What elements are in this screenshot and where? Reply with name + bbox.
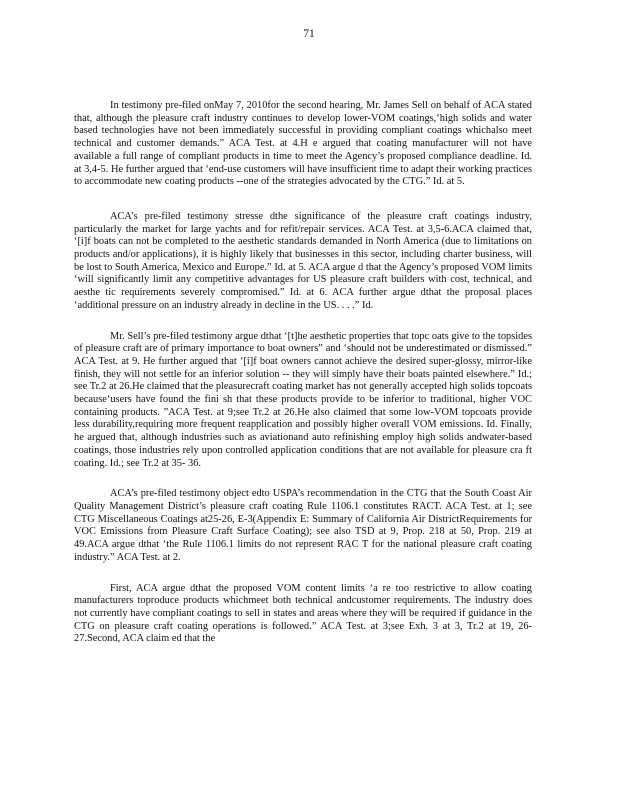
paragraph-topcoat-aesthetics: Mr. Sell’s pre-filed testimony argue dthat ‘[t]he aesthetic properties that topc oats give to the topsides of pleasure craft are of primary importance to boat owners” and ‘should not be underestimated or dismissed.” ACA Test. at 9. He further argued that ‘[i]f boat owners cannot achieve the desired super-glossy, mirror-like finish, they will not settle for an inferior solution -- they will simply have their boats painted elsewhere.” Id.; see Tr.2 at 26.He claimed that the pleasurecraft coating market has not generally accepted high solids topcoats because‘users have found the fini sh that these products provide to be inferior to traditional, higher VOC containing products. ”ACA Test. at 9;see Tr.2 at 26.He also claimed that some low-VOM topcoats provide less durability,requiring more frequent reapplication and possibly higher overall VOM emissions. Id. Finally, he argued that, although industries such as aviationand auto refinishing employ high solids andwater-based coatings, those industries rely upon controlled application conditions that are not available for pleasure cra ft coating. Id.; see Tr.2 at 35- 36. bbox=[74, 330, 532, 469]
page-number: 71 bbox=[303, 28, 315, 40]
document-body bbox=[74, 100, 532, 664]
paragraph-industry-significance: ACA’s pre-filed testimony stresse dthe significance of the pleasure craft coatings industry, particularly the market for large yachts and for refit/repair services. ACA Test. at 3,5-6.ACA claimed that, ‘[i]f boats can not be completed to the aesthetic standards demanded in North America (due to limitations on products and/or applications), it is highly likely that businesses in this sector, including charter business, will be lost to South America, Mexico and Europe.” Id. at 5. ACA argue d that the Agency’s proposed VOM limits ‘will significantly limit any competitive advantages for US pleasure craft builders with cost, technical, and aesthe tic requirements severely compromised.” Id. at 6. ACA further argue dthat the proposal places ‘additional pressure on an industry already in decline in the US. . . .” Id. bbox=[74, 210, 532, 311]
paragraph-sell-testimony: In testimony pre-filed onMay 7, 2010for the second hearing, Mr. James Sell on behalf of ACA stated that, although the pleasure craft industry continues to develop lower-VOM coatings,‘high solids and water based technologies have not been immediately successful in providing compliant coatings whichalso meet technical and customer demands.” ACA Test. at 4.H e argued that coating manufacturer will not have available a full range of compliant products in time to meet the Agency’s proposed compliance deadline. Id. at 3,4-5. He further argued that ‘end-use customers will have insufficient time to adapt their working practices to accommodate new coating products --one of the strategies advocated by the CTG.” Id. at 5. bbox=[74, 100, 532, 188]
paragraph-vom-limits: First, ACA argue dthat the proposed VOM content limits ‘a re too restrictive to allow coating manufacturers toproduce products whichmeet both technical andcustomer requirements. The industry does not currently have compliant coatings to sell in states and areas where they will be required if guidance in the CTG on pleasure craft coating operations is followed.” ACA Test. at 3;see Exh. 3 at 3, Tr.2 at 19, 26- 27.Second, ACA claim ed that the bbox=[74, 582, 532, 645]
paragraph-usepa-recommendation: ACA’s pre-filed testimony object edto USPA’s recommendation in the CTG that the South Coast Air Quality Management District’s pleasure craft coating Rule 1106.1 constitutes RACT. ACA Test. at 1; see CTG Miscellaneous Coatings at25-26, E-3(Appendix E: Summary of California Air DistrictRequirements for VOC Emissions from Pleasure Craft Surface Coating); see also TSD at 9, Prop. 218 at 50, Prop. 219 at 49.ACA argue dthat ‘the Rule 1106.1 limits do not represent RAC T for the national pleasure craft coating industry.” ACA Test. at 2. bbox=[74, 488, 532, 563]
